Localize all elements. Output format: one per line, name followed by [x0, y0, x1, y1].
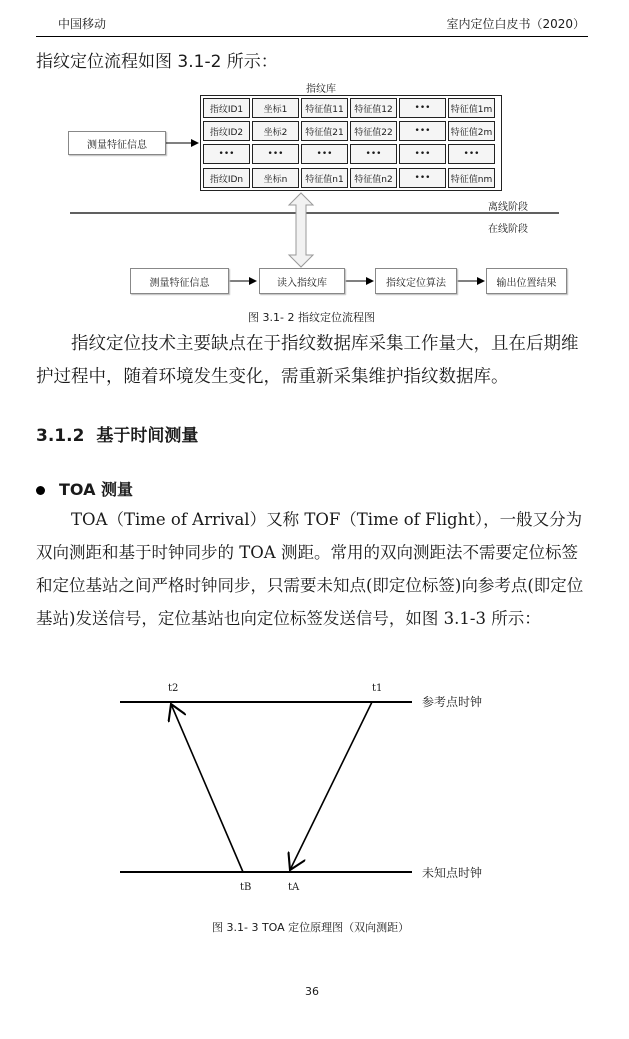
- db-cell: 指纹ID1: [203, 98, 250, 118]
- paragraph-fingerprint-drawbacks: 指纹定位技术主要缺点在于指纹数据库采集工作量大，且在后期维护过程中，随着环境发生变化，需重新采集维护指纹数据库。: [36, 334, 579, 387]
- offline-stage-label: 离线阶段: [488, 202, 528, 213]
- db-cell: 特征值2m: [448, 121, 495, 141]
- bullet-dot-icon: [36, 486, 45, 495]
- db-cell: 指纹ID2: [203, 121, 250, 141]
- t2-label: t2: [168, 683, 179, 694]
- db-cell: •••: [252, 144, 299, 164]
- reference-clock-label: 参考点时钟: [422, 695, 483, 709]
- figure2-caption: 图 3.1- 3 TOA 定位原理图（双向测距）: [212, 921, 410, 934]
- db-cell: 特征值n1: [301, 168, 348, 188]
- db-cell: 坐标n: [252, 168, 299, 188]
- intro-text: 指纹定位流程如图 3.1-2 所示：: [36, 52, 278, 72]
- db-cell: •••: [448, 144, 495, 164]
- online-step-measure: 测量特征信息: [130, 268, 229, 294]
- db-cell: 特征值22: [350, 121, 397, 141]
- db-cell: 指纹IDn: [203, 168, 250, 188]
- db-cell: 特征值21: [301, 121, 348, 141]
- figure1-caption: 图 3.1- 2 指纹定位流程图: [248, 311, 375, 324]
- db-cell: 特征值1m: [448, 98, 495, 118]
- section-title: 基于时间测量: [96, 426, 199, 446]
- db-cell: •••: [399, 98, 446, 118]
- signal-up-arrow: [171, 704, 243, 872]
- tb-label: tB: [240, 882, 252, 893]
- t1-label: t1: [372, 683, 383, 694]
- online-stage-label: 在线阶段: [488, 224, 528, 235]
- unknown-clock-label: 未知点时钟: [422, 866, 483, 880]
- signal-down-arrow: [290, 702, 372, 870]
- db-cell: •••: [399, 168, 446, 188]
- paragraph-toa: TOA（Time of Arrival）又称 TOF（Time of Flight），一般又分为双向测距和基于时钟同步的 TOA 测距。常用的双向测距法不需要定位标签和定位基站之间严格时钟同步，只需要未知点(即定位标签)向参考点(即定位基站)发送信号，定位基站也向定位标签发送信号，如图 3.1-3 所示：: [36, 510, 584, 628]
- db-cell: 坐标1: [252, 98, 299, 118]
- online-step-output: 输出位置结果: [486, 268, 567, 294]
- offline-measure-box: 测量特征信息: [68, 131, 166, 155]
- header-org: 中国移动: [58, 17, 107, 31]
- db-cell: 特征值n2: [350, 168, 397, 188]
- online-step-read-db: 读入指纹库: [259, 268, 345, 294]
- online-step-algorithm: 指纹定位算法: [375, 268, 457, 294]
- db-cell: •••: [301, 144, 348, 164]
- db-cell: 特征值11: [301, 98, 348, 118]
- db-cell: •••: [203, 144, 250, 164]
- db-cell: •••: [350, 144, 397, 164]
- section-number: 3.1.2: [36, 426, 85, 446]
- db-cell: 坐标2: [252, 121, 299, 141]
- bullet-text: TOA 测量: [59, 480, 134, 499]
- db-cell: 特征值12: [350, 98, 397, 118]
- db-cell: •••: [399, 121, 446, 141]
- section-heading: [36, 421, 198, 446]
- ta-label: tA: [288, 882, 300, 893]
- bullet-heading: [36, 477, 133, 500]
- page-number: 36: [305, 985, 319, 998]
- header-doc-title: 室内定位白皮书（2020）: [446, 17, 585, 31]
- fingerprint-db-title: 指纹库: [306, 84, 336, 95]
- db-readin-double-arrow: [289, 193, 313, 267]
- db-cell: 特征值nm: [448, 168, 495, 188]
- toa-diagram: [0, 670, 629, 900]
- db-cell: •••: [399, 144, 446, 164]
